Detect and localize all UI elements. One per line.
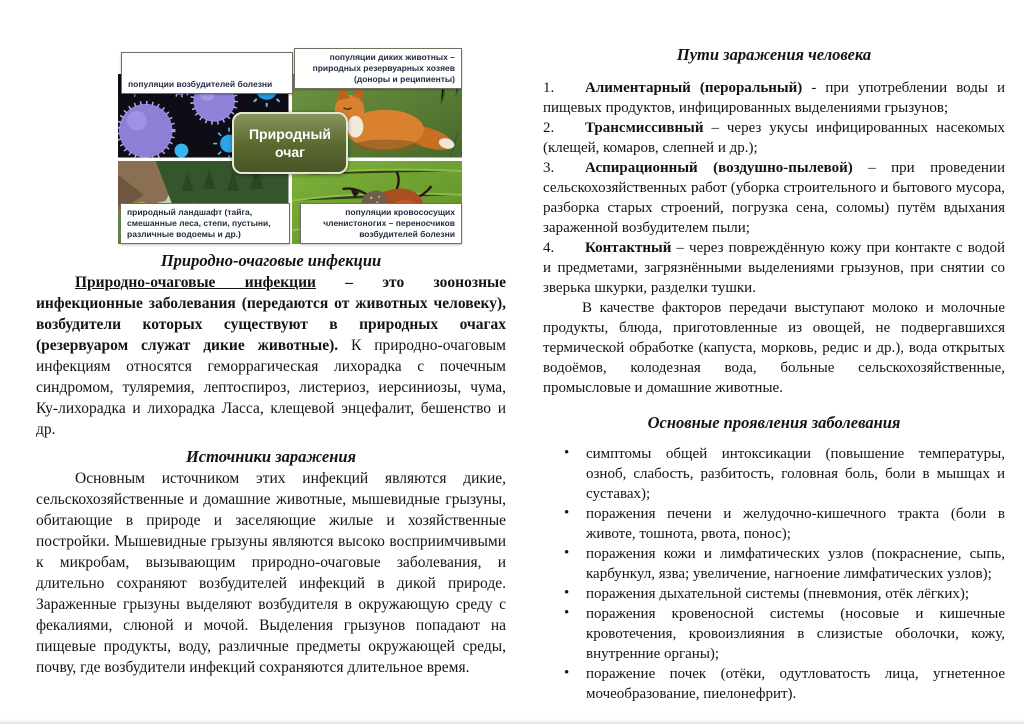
routes-list — [543, 78, 1005, 298]
bullet-marker: • — [564, 545, 570, 561]
item-text: – при проведении сельскохозяйственных работ (уборка строительного и бытового мусора, разборка старых строений, погрузка сена, соломы) путём вдыхания зараженной возбудителем пыли; — [543, 160, 1005, 236]
symptom-text: поражения кожи и лимфатических узлов (покраснение, сыпь, карбункул, язва; увеличение, нагноение лимфатических узлов); — [586, 546, 1005, 582]
symptom-text: поражения печени и желудочно-кишечного тракта (боли в животе, тошнота, рвота, понос); — [586, 506, 1005, 542]
item-name: Трансмиссивный — [585, 120, 704, 136]
item-number: 4. — [543, 240, 555, 256]
list-item — [543, 664, 1005, 704]
list-item — [543, 584, 1005, 604]
list-item — [543, 444, 1005, 504]
intro-paragraph — [36, 272, 506, 440]
list-item — [543, 238, 1005, 298]
infection-routes-heading: Пути заражения человека — [676, 45, 872, 64]
badge-text: Природный очаг — [248, 125, 332, 160]
page-bottom-edge — [0, 719, 1024, 724]
bullet-marker: • — [564, 445, 570, 461]
bullet-marker: • — [564, 585, 570, 601]
intro-lead: Природно-очаговые инфекции — [75, 274, 316, 291]
list-item — [543, 78, 1005, 118]
symptom-text: поражение почек (отёки, одутловатость лица, угнетенное мочеобразование, пиелонефрит). — [586, 666, 1005, 702]
item-text: – через укусы инфицированных насекомых (клещей, комаров, слепней и др.); — [543, 120, 1005, 156]
item-name: Аспирационный (воздушно-пылевой) — [585, 160, 853, 176]
manifestations-heading: Основные проявления заболевания — [647, 413, 901, 432]
item-number: 1. — [543, 80, 555, 96]
symptom-text: поражения дыхательной системы (пневмония, отёк лёгких); — [586, 586, 970, 602]
intro-bold: – это зоонозные инфекционные заболевания (передаются от животных человеку), возбудители которых существуют в природных очагах (резервуаром служат дикие животные). — [36, 274, 506, 354]
item-number: 2. — [543, 120, 555, 136]
figure-caption: Природно-очаговые инфекции — [160, 251, 382, 270]
bullet-marker: • — [564, 665, 570, 681]
symptom-text: симптомы общей интоксикации (повышение температуры, озноб, слабость, разбитость, головная боль, боли в мышцах и суставах); — [586, 446, 1005, 502]
label-text: популяции диких животных – природных резервуарных хозяев (доноры и реципиенты) — [312, 52, 455, 85]
label-arthropods — [300, 203, 462, 244]
item-name: Алиментарный (пероральный) — [585, 80, 803, 96]
item-text: - при употреблении воды и пищевых продуктов, инфицированных выделениями грызунов; — [543, 80, 1006, 116]
symptom-text: поражения кровеносной системы (носовые и кишечные кровотечения, кровоизлияния в слизистые оболочки, кожу, внутренние органы); — [586, 606, 1005, 662]
list-item — [543, 604, 1005, 664]
symptoms-list — [543, 444, 1005, 704]
bullet-marker: • — [564, 505, 570, 521]
item-name: Контактный — [585, 240, 672, 256]
list-item — [543, 504, 1005, 544]
natural-focus-figure — [118, 48, 462, 244]
bullet-marker: • — [564, 605, 570, 621]
intro-normal: К природно-очаговым инфекциям относятся геморрагическая лихорадка с почечным синдромом, туляремия, лептоспироз, листериоз, иерсиниозы, чума, Ку-лихорадка и лихорадка Ласса, клещевой энцефалит, бешенство и др. — [36, 337, 506, 438]
item-text: – через повреждённую кожу при контакте с водой и предметами, загрязнёнными выделениями грызунов, при снятии со зверька шкурки, разделки тушки. — [543, 240, 1005, 296]
transmission-factors-paragraph: В качестве факторов передачи выступают молоко и молочные продукты, блюда, приготовленные из овощей, не подвергавшихся термической обработке (капуста, морковь, редис и др.), вода открытых водоёмов, колодезная вода, больные сельскохозяйственные, промысловые и домашние животные. — [543, 300, 1005, 396]
label-text: природный ландшафт (тайга, смешанные леса, степи, пустыни, различные водоемы и др.) — [127, 206, 271, 239]
left-column — [36, 0, 506, 678]
list-item — [543, 118, 1005, 158]
label-pathogen-populations — [121, 52, 293, 94]
sources-paragraph: Основным источником этих инфекций являются дикие, сельскохозяйственные и домашние животные, мышевидные грызуны, обитающие в природе и заселяющие жилые и хозяйственные постройки. Мышевидные грызуны являются высоко восприимчивыми к микробам, вызывающим природно-очаговые заболевания, и длительно сохраняют возбудителей инфекций в дикой природе. Зараженные грызуны выделяют возбудителя в окружающую среду с фекалиями, слюной и мочой. Выделения грызунов попадают на пищевые продукты, воду, различные предметы окружающей среды, почву, где возбудители инфекций сохраняются длительное время. — [36, 470, 506, 676]
label-natural-landscape — [120, 203, 290, 244]
natural-focus-badge — [232, 112, 348, 174]
sources-heading: Источники заражения — [185, 447, 357, 466]
list-item — [543, 544, 1005, 584]
right-column — [543, 0, 1005, 704]
label-text: популяции возбудителей болезни — [128, 78, 273, 89]
list-item — [543, 158, 1005, 238]
label-wild-animals — [294, 48, 462, 89]
item-number: 3. — [543, 160, 555, 176]
label-text: популяции кровососущих членистоногих – переносчиков возбудителей болезни — [323, 206, 455, 239]
